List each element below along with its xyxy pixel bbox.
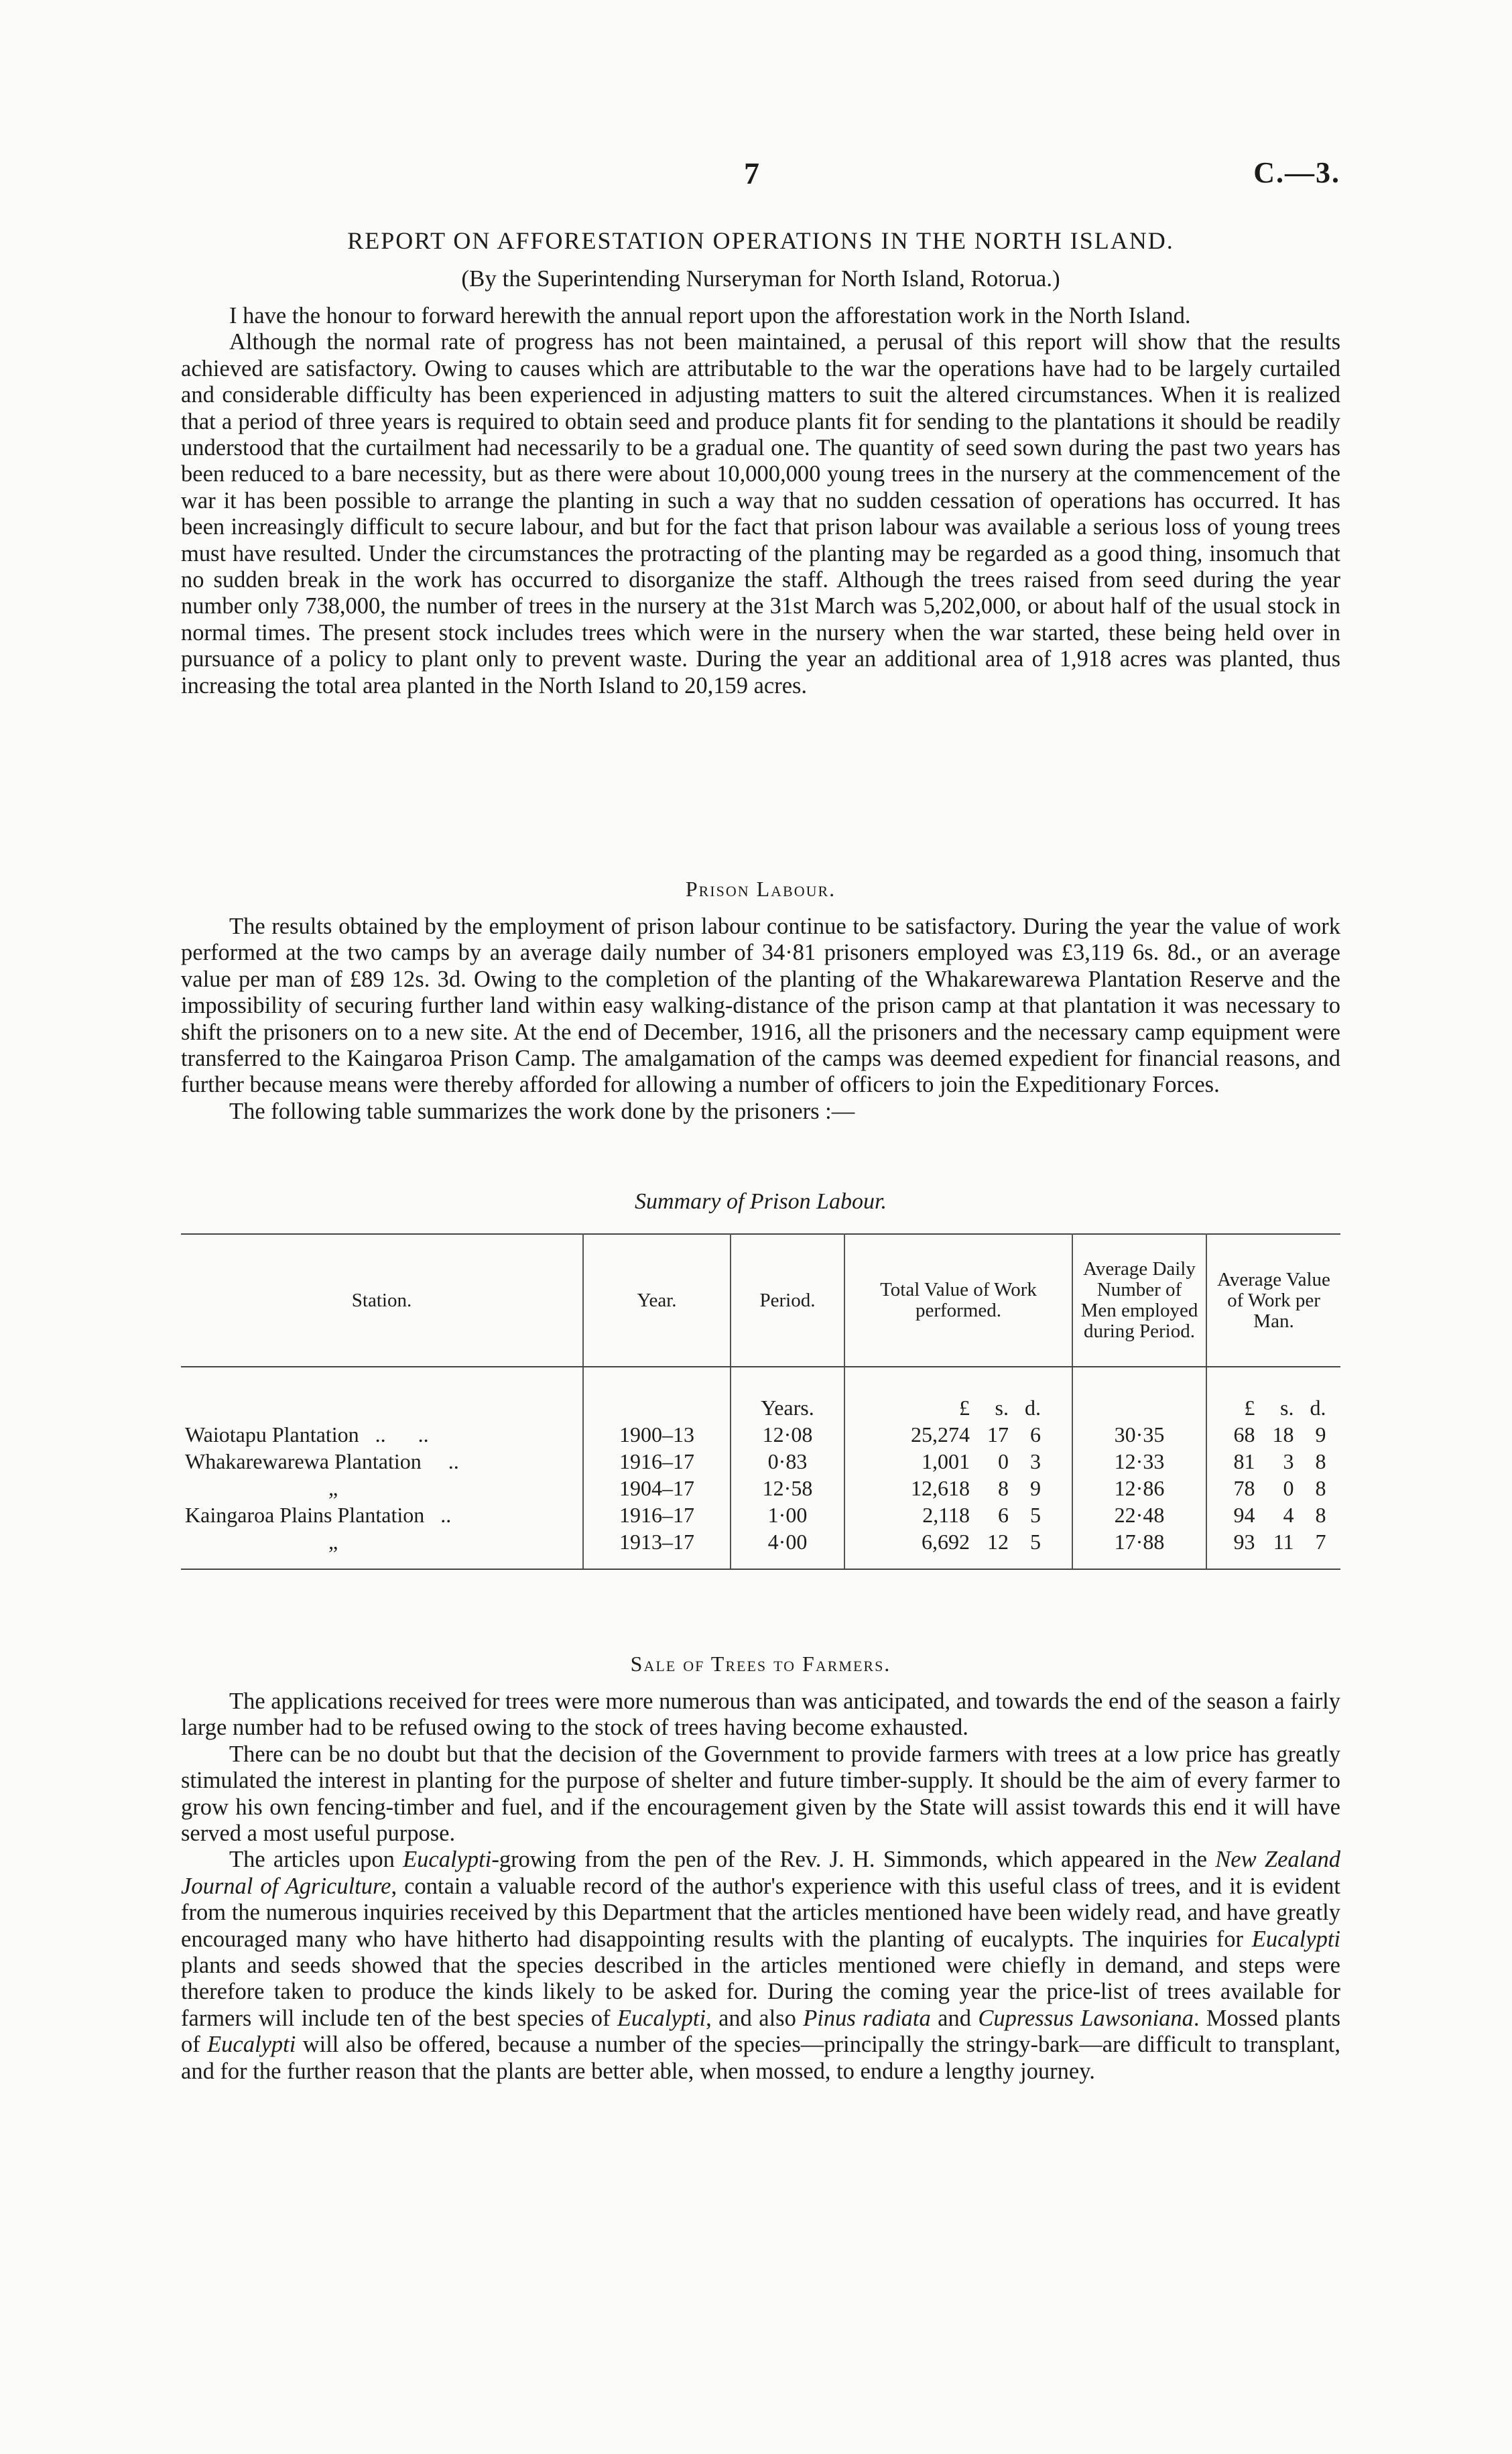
col-header-avg-daily-men: Average Daily Number of Men employed during Period. [1072, 1234, 1206, 1367]
cell-period: 1·00 [731, 1501, 844, 1528]
body-paragraph: The results obtained by the employment of prison labour continue to be satisfactory. During the year the value of work performed at the two camps by an average daily number of 34·81 prisoners employed was £3,119 6s. 8d., or an average value per man of £89 12s. 3d. Owing to the completion of the planting of the Whakarewarewa Plantation Reserve and the impossibility of securing further land within easy walking-distance of the prison camp at that plantation it was necessary to shift the prisoners on to a new site. At the end of December, 1916, all the prisoners and the necessary camp equipment were transferred to the Kaingaroa Prison Camp. The amalgamation of the camps was deemed expedient for financial reasons, and further because means were thereby afforded for allowing a number of officers to join the Expeditionary Forces. [181, 914, 1340, 1098]
report-subtitle: (By the Superintending Nurseryman for North Island, Rotorua.) [461, 265, 1060, 292]
table-row [181, 1475, 1340, 1501]
col-header-avg-value: Average Value of Work per Man. [1206, 1234, 1340, 1367]
cell-station: Waiotapu Plantation [185, 1422, 359, 1447]
table-row: Waiotapu Plantation .. .. 1900–13 12·08 25,274 17 6 30·35 68 18 9 [181, 1421, 1340, 1448]
body-paragraph-eucalypti: The articles upon Eucalypti-growing from the pen of the Rev. J. H. Simmonds, which appeared in the New Zealand Journal of Agriculture, contain a valuable record of the author's experience with this useful class of trees, and it is evident from the numerous inquiries received by this Department that the articles mentioned have been widely read, and have greatly encouraged many who have hitherto had disappointing results with the planting of eucalypts. The inquiries for Eucalypti plants and seeds showed that the species described in the articles mentioned were chiefly in demand, and steps were therefore taken to produce the kinds likely to be asked for. During the coming year the price-list of trees available for farmers will include ten of the best species of Eucalypti, and also Pinus radiata and Cupressus Lawsoniana. Mossed plants of Eucalypti will also be offered, because a number of the species—principally the stringy-bark—are difficult to transplant, and for the further reason that the plants are better able, when mossed, to endure a lengthy journey. [181, 1847, 1341, 2084]
col-header-total-value: Total Value of Work performed. [844, 1234, 1072, 1367]
col-header-year: Year. [583, 1234, 731, 1367]
cell-station: Kaingaroa Plains Plantation [185, 1503, 425, 1527]
col-header-period: Period. [731, 1234, 844, 1367]
cell-avg-value: 68 18 9 [1206, 1421, 1340, 1448]
table-units-row [181, 1367, 1340, 1421]
cell-avg-men: 22·48 [1072, 1501, 1206, 1528]
page-reference: C.—3. [1253, 156, 1340, 189]
cell-total-value: 2,118 6 5 [844, 1501, 1072, 1528]
cell-year: 1900–13 [583, 1421, 731, 1448]
body-paragraph: The following table summarizes the work done by the prisoners :— [229, 1098, 855, 1124]
table-row: Whakarewarewa Plantation .. 1916–17 0·83 1,001 0 3 12·33 81 3 8 [181, 1448, 1340, 1475]
unit-lsd: £ s. d. [844, 1367, 1072, 1421]
cell-total-value: 25,274 17 6 [844, 1421, 1072, 1448]
table-bottom-rule [181, 1555, 1340, 1569]
prison-labour-table-section [181, 1189, 1340, 1570]
cell-period: 0·83 [731, 1448, 844, 1475]
page-header [181, 156, 1340, 196]
body-paragraph: The applications received for trees were more numerous than was anticipated, and towards the end of the season a fairly large number had to be refused owing to the stock of trees having become exhausted. [181, 1689, 1340, 1741]
cell-avg-men: 17·88 [1072, 1528, 1206, 1555]
cell-total-value: 6,692 12 5 [844, 1528, 1072, 1555]
prison-labour-section [181, 877, 1340, 1125]
table-header-row [181, 1234, 1340, 1367]
cell-year: 1916–17 [583, 1501, 731, 1528]
cell-station: Whakarewarewa Plantation [185, 1449, 422, 1473]
cell-year: 1913–17 [583, 1528, 731, 1555]
table-row [181, 1528, 1340, 1555]
intro-paragraph: I have the honour to forward herewith the annual report upon the afforestation work in the North Island. [229, 303, 1191, 328]
cell-total-value: 1,001 0 3 [844, 1448, 1072, 1475]
body-paragraph: There can be no doubt but that the decision of the Government to provide farmers with trees at a low price has greatly stimulated the interest in planting for the purpose of shelter and future timber-supply. It should be the aim of every farmer to grow his own fencing-timber and fuel, and if the encouragement given by the State will assist towards this end it will have served a most useful purpose. [181, 1741, 1340, 1847]
cell-avg-men: 12·33 [1072, 1448, 1206, 1475]
section-heading: Sale of Trees to Farmers. [630, 1652, 891, 1676]
cell-station: „ [328, 1476, 338, 1500]
intro-section [181, 303, 1340, 699]
unit-years: Years. [731, 1367, 844, 1421]
col-header-station: Station. [181, 1234, 583, 1367]
cell-total-value: 12,618 8 9 [844, 1475, 1072, 1501]
intro-paragraph: Although the normal rate of progress has not been maintained, a perusal of this report will show that the results achieved are satisfactory. Owing to causes which are attributable to the war the operations have had to be largely curtailed and considerable difficulty has been experienced in adjusting matters to suit the altered circumstances. When it is realized that a period of three years is required to obtain seed and produce plants fit for sending to the plantations it should be readily understood that the curtailment had necessarily to be a gradual one. The quantity of seed sown during the past two years has been reduced to a bare necessity, but as there were about 10,000,000 young trees in the nursery at the commencement of the war it has been possible to arrange the planting in such a way that no sudden cessation of operations has occurred. It has been increasingly difficult to secure labour, and but for the fact that prison labour was available a serious loss of young trees must have resulted. Under the circumstances the protracting of the planting may be regarded as a good thing, insomuch that no sudden break in the work has occurred to disorganize the staff. Although the trees raised from seed during the year number only 738,000, the number of trees in the nursery at the 31st March was 5,202,000, or about half of the usual stock in normal times. The present stock includes trees which were in the nursery when the war started, these being held over in pursuance of a policy to plant only to prevent waste. During the year an additional area of 1,918 acres was planted, thus increasing the total area planted in the North Island to 20,159 acres. [181, 329, 1340, 698]
section-heading: Prison Labour. [685, 877, 836, 901]
sale-of-trees-section [181, 1652, 1340, 2085]
table-caption: Summary of Prison Labour. [635, 1189, 887, 1214]
report-title: REPORT ON AFFORESTATION OPERATIONS IN THE NORTH ISLAND. [347, 227, 1174, 254]
cell-year: 1904–17 [583, 1475, 731, 1501]
cell-station: „ [328, 1530, 338, 1554]
cell-avg-value: 94 4 8 [1206, 1501, 1340, 1528]
cell-year: 1916–17 [583, 1448, 731, 1475]
cell-avg-value: 93 11 7 [1206, 1528, 1340, 1555]
cell-period: 12·58 [731, 1475, 844, 1501]
cell-period: 4·00 [731, 1528, 844, 1555]
cell-avg-value: 78 0 8 [1206, 1475, 1340, 1501]
cell-avg-men: 12·86 [1072, 1475, 1206, 1501]
cell-avg-value: 81 3 8 [1206, 1448, 1340, 1475]
page-number: 7 [744, 156, 759, 190]
unit-avg-lsd: £ s. d. [1206, 1367, 1340, 1421]
prison-labour-table [181, 1233, 1340, 1570]
cell-period: 12·08 [731, 1421, 844, 1448]
cell-avg-men: 30·35 [1072, 1421, 1206, 1448]
document-page [181, 0, 1340, 2454]
table-row: Kaingaroa Plains Plantation .. 1916–17 1·00 2,118 6 5 22·48 94 4 8 [181, 1501, 1340, 1528]
